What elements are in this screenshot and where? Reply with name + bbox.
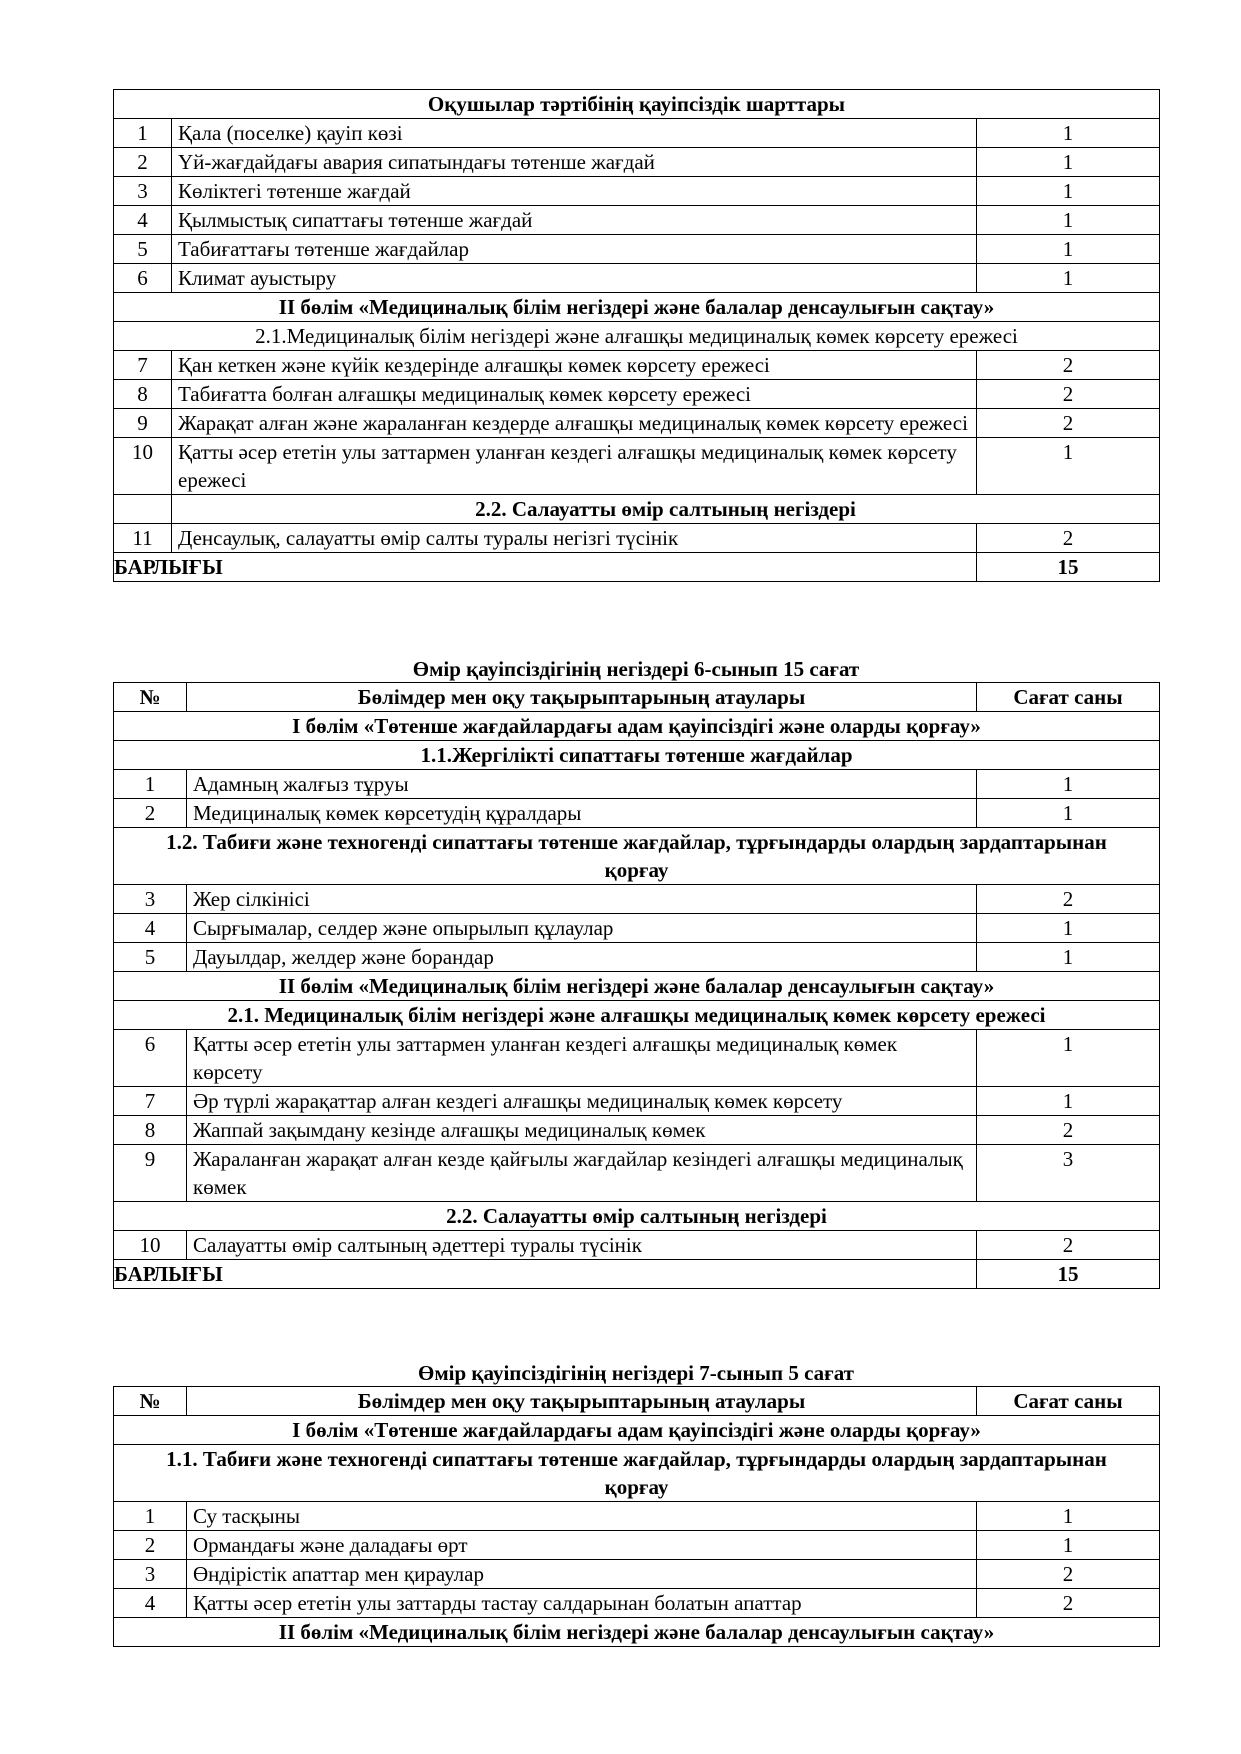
row-topic: Денсаулық, салауатты өмір салты туралы негізгі түсінік	[172, 524, 977, 553]
row-number: 1	[114, 770, 187, 799]
row-hours: 1	[977, 1087, 1160, 1116]
table-heading: Оқушылар тәртібінің қауіпсіздік шарттары	[114, 90, 1160, 119]
row-hours: 1	[977, 148, 1160, 177]
row-number: 5	[114, 235, 172, 264]
row-topic: Табиғаттағы төтенше жағдайлар	[172, 235, 977, 264]
column-header-topic: Бөлімдер мен оқу тақырыптарының атаулары	[187, 1387, 977, 1416]
row-number: 3	[114, 177, 172, 206]
subsection-row	[114, 1445, 1160, 1502]
row-topic: Медициналық көмек көрсетудің құралдары	[187, 799, 977, 828]
row-topic: Жер сілкінісі	[187, 885, 977, 914]
table-row	[114, 1145, 1160, 1202]
section-heading: І бөлім «Төтенше жағдайлардағы адам қауіпсіздігі және оларды қорғау»	[114, 712, 1160, 741]
row-hours: 1	[977, 914, 1160, 943]
section-heading: І бөлім «Төтенше жағдайлардағы адам қауіпсіздігі және оларды қорғау»	[114, 1416, 1160, 1445]
section-heading: ІІ бөлім «Медициналық білім негіздері және балалар денсаулығын сақтау»	[114, 1618, 1160, 1647]
subsection-heading: 2.2. Салауатты өмір салтының негіздері	[172, 495, 1160, 524]
table-row	[114, 438, 1160, 495]
total-value: 15	[977, 553, 1160, 582]
row-hours: 2	[977, 885, 1160, 914]
row-hours: 2	[977, 351, 1160, 380]
subsection-row	[114, 741, 1160, 770]
table-row	[114, 770, 1160, 799]
table-grade7	[113, 1386, 1160, 1647]
table-safety-conditions	[113, 89, 1160, 582]
row-topic: Климат ауыстыру	[172, 264, 977, 293]
subsection-row	[114, 322, 1160, 351]
table-row	[114, 409, 1160, 438]
row-hours: 1	[977, 1502, 1160, 1531]
row-number: 4	[114, 206, 172, 235]
row-hours: 2	[977, 380, 1160, 409]
table-row	[114, 943, 1160, 972]
subsection-heading: 1.1. Табиғи және техногенді сипаттағы төтенше жағдайлар, тұрғындарды олардың зардаптарынан қорғау	[114, 1445, 1160, 1502]
row-topic: Жараланған жарақат алған кезде қайғылы жағдайлар кезіндегі алғашқы медициналық көмек	[187, 1145, 977, 1202]
table-row	[114, 1502, 1160, 1531]
table-row	[114, 119, 1160, 148]
row-hours: 3	[977, 1145, 1160, 1202]
row-topic: Су тасқыны	[187, 1502, 977, 1531]
row-number: 6	[114, 264, 172, 293]
row-hours: 1	[977, 235, 1160, 264]
total-value: 15	[977, 1260, 1160, 1289]
row-number: 2	[114, 799, 187, 828]
row-topic: Табиғатта болған алғашқы медициналық көмек көрсету ережесі	[172, 380, 977, 409]
row-hours: 1	[977, 119, 1160, 148]
row-topic: Үй-жағдайдағы авария сипатындағы төтенше жағдай	[172, 148, 977, 177]
row-number: 3	[114, 1560, 187, 1589]
row-topic: Жарақат алған және жараланған кездерде алғашқы медициналық көмек көрсету ережесі	[172, 409, 977, 438]
column-header-number: №	[114, 683, 187, 712]
section-heading: ІІ бөлім «Медициналық білім негіздері және балалар денсаулығын сақтау»	[114, 972, 1160, 1001]
row-topic: Дауылдар, желдер және борандар	[187, 943, 977, 972]
total-label: БАРЛЫҒЫ	[114, 553, 977, 582]
row-number: 3	[114, 885, 187, 914]
row-number: 1	[114, 1502, 187, 1531]
row-number: 7	[114, 351, 172, 380]
table-row	[114, 148, 1160, 177]
subsection-row	[114, 828, 1160, 885]
row-topic: Жаппай зақымдану кезінде алғашқы медициналық көмек	[187, 1116, 977, 1145]
row-number: 10	[114, 1231, 187, 1260]
row-topic: Адамның жалғыз тұруы	[187, 770, 977, 799]
table-row	[114, 380, 1160, 409]
row-topic: Ормандағы және даладағы өрт	[187, 1531, 977, 1560]
row-number: 9	[114, 409, 172, 438]
table-row	[114, 1531, 1160, 1560]
row-hours: 2	[977, 1589, 1160, 1618]
table-header-row	[114, 90, 1160, 119]
row-hours: 1	[977, 177, 1160, 206]
row-hours: 2	[977, 1231, 1160, 1260]
row-number: 1	[114, 119, 172, 148]
row-hours: 1	[977, 1030, 1160, 1087]
row-number: 4	[114, 1589, 187, 1618]
row-topic: Қылмыстық сипаттағы төтенше жағдай	[172, 206, 977, 235]
row-hours: 2	[977, 409, 1160, 438]
table-row	[114, 524, 1160, 553]
row-number: 8	[114, 1116, 187, 1145]
row-hours: 1	[977, 206, 1160, 235]
section-row	[114, 1618, 1160, 1647]
row-hours: 1	[977, 1531, 1160, 1560]
row-topic: Қатты әсер ететін улы заттармен уланған кездегі алғашқы медициналық көмек көрсету ережесі	[172, 438, 977, 495]
total-label: БАРЛЫҒЫ	[114, 1260, 977, 1289]
table-row	[114, 206, 1160, 235]
column-header-hours: Сағат саны	[977, 683, 1160, 712]
row-hours: 1	[977, 799, 1160, 828]
column-header-topic: Бөлімдер мен оқу тақырыптарының атаулары	[187, 683, 977, 712]
row-topic: Қан кеткен және күйік кездерінде алғашқы көмек көрсету ережесі	[172, 351, 977, 380]
subsection-row	[114, 1202, 1160, 1231]
section-row	[114, 1416, 1160, 1445]
row-hours: 1	[977, 943, 1160, 972]
table-row	[114, 1231, 1160, 1260]
subsection-heading: 1.2. Табиғи және техногенді сипаттағы төтенше жағдайлар, тұрғындарды олардың зардаптарынан қорғау	[114, 828, 1160, 885]
table-row	[114, 235, 1160, 264]
section-row	[114, 972, 1160, 1001]
row-hours: 1	[977, 770, 1160, 799]
row-number: 7	[114, 1087, 187, 1116]
table-title-grade7: Өмір қауіпсіздігінің негіздері 7-сынып 5 сағат	[418, 1361, 854, 1385]
total-row	[114, 553, 1160, 582]
table-row	[114, 799, 1160, 828]
row-number: 6	[114, 1030, 187, 1087]
subsection-heading: 2.1.Медициналық білім негіздері және алғашқы медициналық көмек көрсету ережесі	[114, 322, 1160, 351]
table-row	[114, 914, 1160, 943]
row-number: 10	[114, 438, 172, 495]
empty-cell	[114, 495, 172, 524]
table-row	[114, 1116, 1160, 1145]
column-header-row	[114, 1387, 1160, 1416]
table-row	[114, 885, 1160, 914]
row-hours: 2	[977, 1560, 1160, 1589]
row-topic: Өндірістік апаттар мен қираулар	[187, 1560, 977, 1589]
table-row	[114, 1560, 1160, 1589]
subsection-row	[114, 1001, 1160, 1030]
section-row	[114, 712, 1160, 741]
row-hours: 2	[977, 1116, 1160, 1145]
subsection-heading: 1.1.Жергілікті сипаттағы төтенше жағдайлар	[114, 741, 1160, 770]
subsection-heading: 2.2. Салауатты өмір салтының негіздері	[114, 1202, 1160, 1231]
row-number: 2	[114, 1531, 187, 1560]
section-row	[114, 293, 1160, 322]
row-topic: Сырғымалар, селдер және опырылып құлаулар	[187, 914, 977, 943]
row-topic: Көліктегі төтенше жағдай	[172, 177, 977, 206]
row-number: 9	[114, 1145, 187, 1202]
subsection-row	[114, 495, 1160, 524]
row-hours: 2	[977, 524, 1160, 553]
subsection-heading: 2.1. Медициналық білім негіздері және алғашқы медициналық көмек көрсету ережесі	[114, 1001, 1160, 1030]
row-topic: Салауатты өмір салтының әдеттері туралы түсінік	[187, 1231, 977, 1260]
table-row	[114, 264, 1160, 293]
total-row	[114, 1260, 1160, 1289]
table-grade6	[113, 682, 1160, 1289]
table-row	[114, 177, 1160, 206]
row-number: 2	[114, 148, 172, 177]
column-header-row	[114, 683, 1160, 712]
row-topic: Қатты әсер ететін улы заттармен уланған кездегі алғашқы медициналық көмек көрсету	[187, 1030, 977, 1087]
table-row	[114, 1030, 1160, 1087]
column-header-hours: Сағат саны	[977, 1387, 1160, 1416]
row-hours: 1	[977, 438, 1160, 495]
table-row	[114, 1589, 1160, 1618]
row-number: 5	[114, 943, 187, 972]
row-topic: Қатты әсер ететін улы заттарды тастау салдарынан болатын апаттар	[187, 1589, 977, 1618]
row-topic: Әр түрлі жарақаттар алған кездегі алғашқы медициналық көмек көрсету	[187, 1087, 977, 1116]
row-hours: 1	[977, 264, 1160, 293]
table-row	[114, 351, 1160, 380]
section-heading: ІІ бөлім «Медициналық білім негіздері және балалар денсаулығын сақтау»	[114, 293, 1160, 322]
table-row	[114, 1087, 1160, 1116]
row-topic: Қала (поселке) қауіп көзі	[172, 119, 977, 148]
table-title-grade6: Өмір қауіпсіздігінің негіздері 6-сынып 15 сағат	[412, 657, 860, 681]
row-number: 8	[114, 380, 172, 409]
row-number: 4	[114, 914, 187, 943]
row-number: 11	[114, 524, 172, 553]
column-header-number: №	[114, 1387, 187, 1416]
